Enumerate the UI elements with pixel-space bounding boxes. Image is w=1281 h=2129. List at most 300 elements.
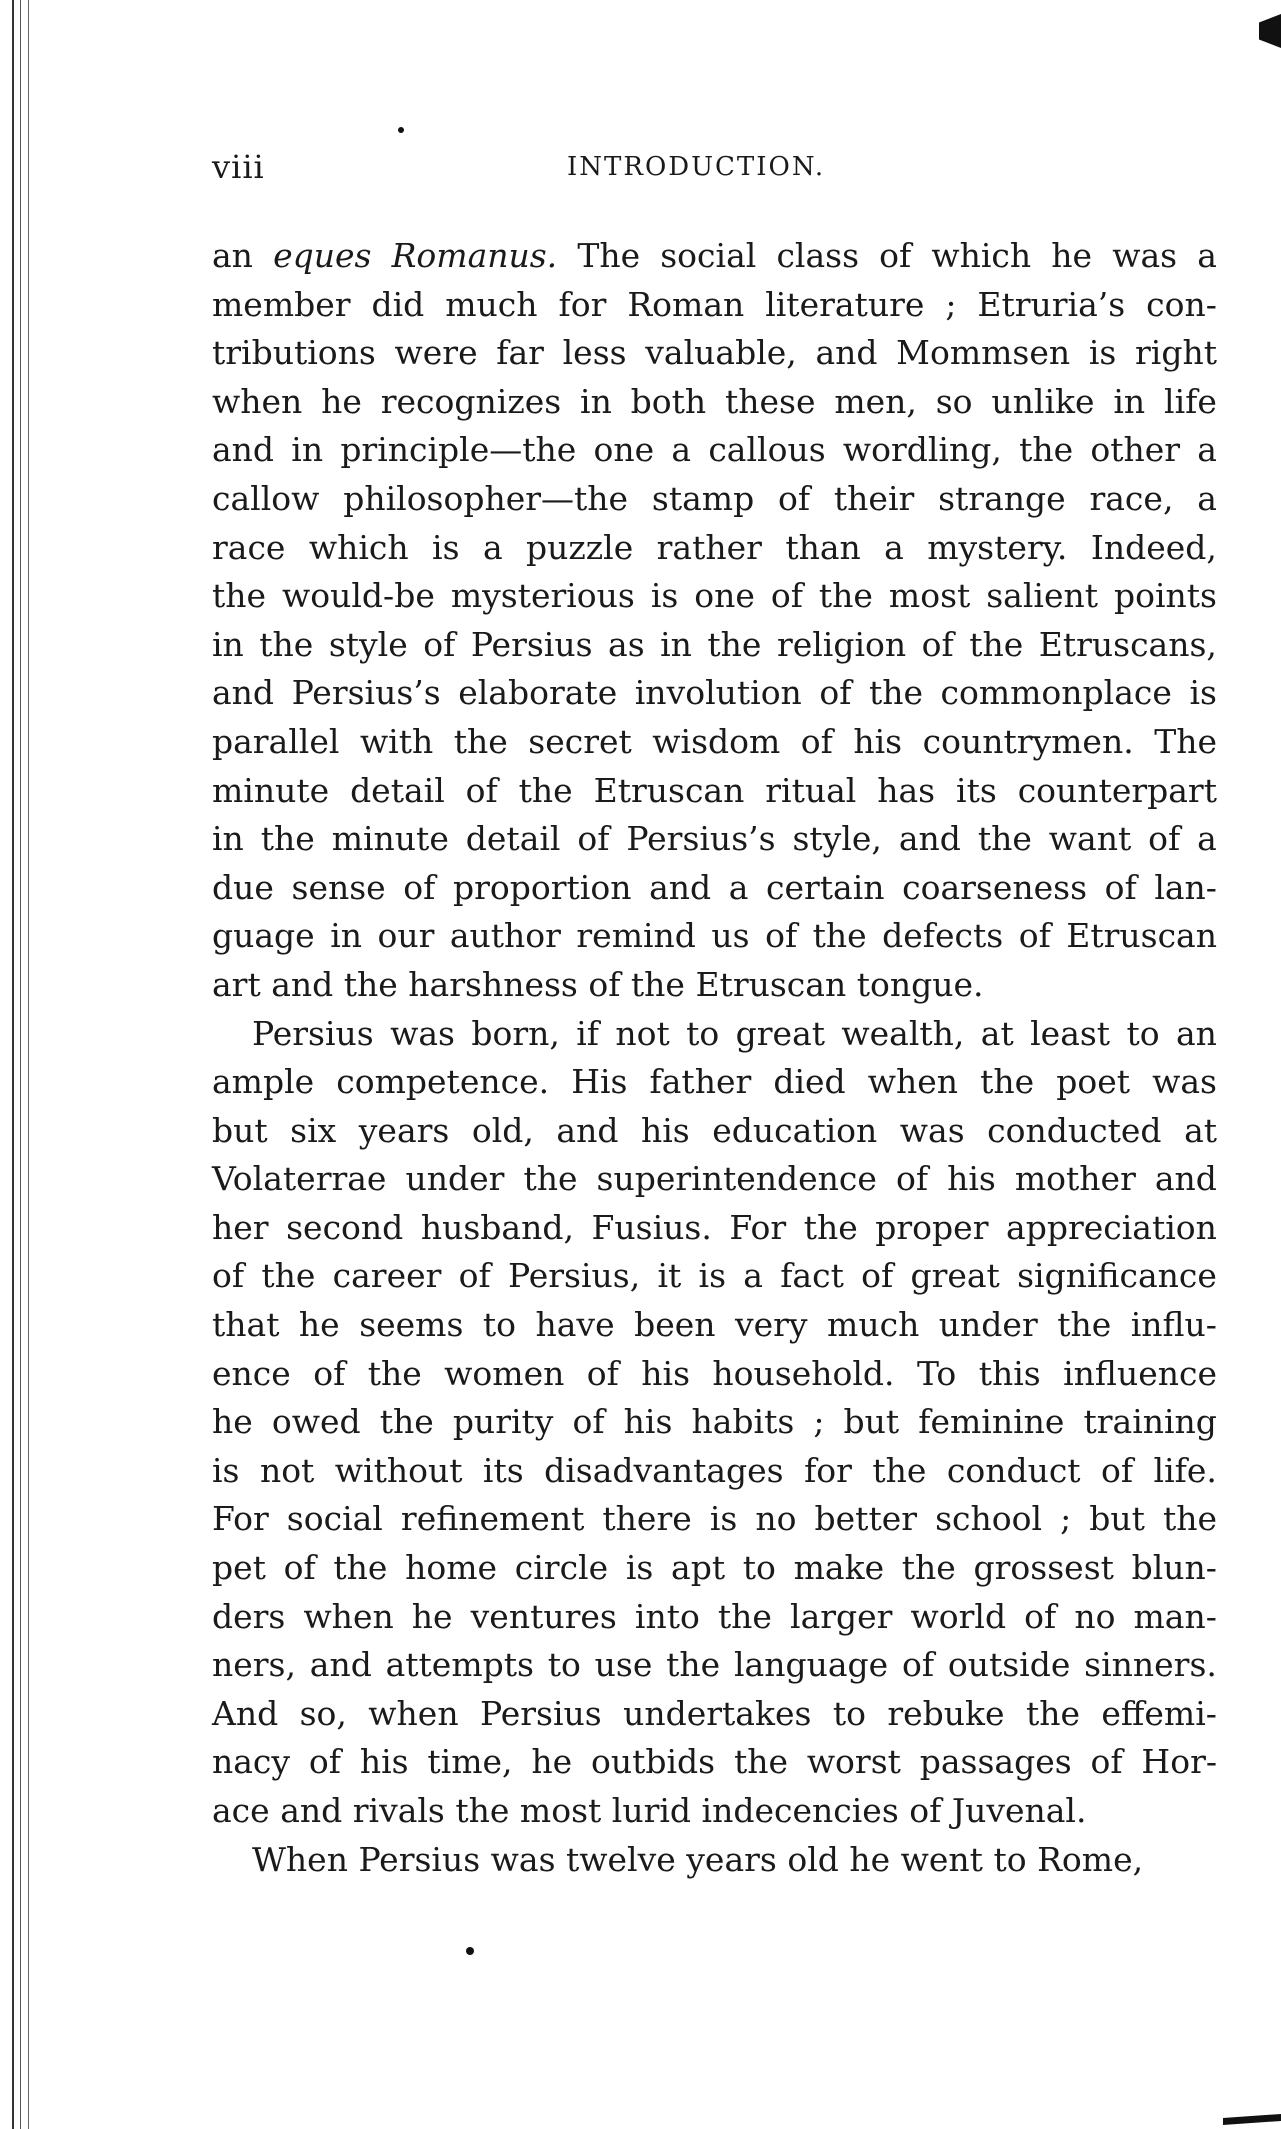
word: a [482,527,503,567]
word: he [212,1402,253,1442]
word: indecencies [701,1791,910,1830]
word: and [212,673,275,713]
word: but [843,1402,900,1442]
word: died [773,1062,846,1102]
word: Juvenal. [951,1791,1087,1830]
word: were [394,333,478,373]
word: member [212,284,351,324]
word: great [910,1256,1000,1296]
word: Roman [627,284,745,324]
word: a [1197,430,1217,470]
word: to [686,1013,720,1053]
word: strange [938,478,1066,518]
word: us [711,916,750,956]
word: most [888,576,971,616]
word: his [641,1353,691,1393]
word: social [660,236,757,275]
word: of [800,721,833,761]
scan-corner-mark [1223,2114,1281,2125]
page-edge-line [20,0,21,2129]
word: ; [945,284,957,324]
word: Etruscan [1066,916,1217,956]
word: The [1154,721,1217,761]
word: of [901,1645,935,1685]
word: great [735,1013,826,1053]
word: men, [834,381,917,421]
word: went [900,1839,994,1879]
word: of [465,770,498,810]
word: the [868,673,923,713]
word: competence. [336,1062,550,1102]
word: their [833,478,915,518]
word: his [623,1402,673,1442]
ink-speck [398,127,404,133]
word: the [969,624,1024,664]
word: social [286,1499,383,1539]
word: seems [359,1305,464,1345]
word: author [449,916,561,956]
word: of [909,1791,952,1830]
word: in [660,624,692,664]
word: right [1134,333,1217,373]
word: secret [528,721,632,761]
word: disadvantages [544,1450,784,1490]
text-line [212,912,1217,961]
text-line [212,1836,1217,1885]
word: His [571,1062,628,1102]
word: there [602,1499,692,1539]
word: wordling, [842,430,1002,470]
word: defects [882,916,1004,956]
word: one [694,576,755,616]
word: the [1025,1693,1081,1733]
word: under [405,1159,505,1199]
word: the [453,721,508,761]
word: when [303,1596,394,1636]
word: second [286,1207,404,1247]
word: the [1162,1499,1217,1539]
running-head [212,148,1222,192]
word: Persius [252,1013,374,1053]
word: father [649,1062,752,1102]
word: lan- [1154,867,1217,907]
word: the [261,1256,316,1296]
word: at [980,1013,1014,1053]
word: of [283,1548,316,1588]
word: to [1126,1013,1160,1053]
word: under [938,1305,1038,1345]
word: which [931,236,1032,275]
word: For [212,1499,269,1539]
word: the [818,576,873,616]
word: been [634,1305,716,1345]
word: the [367,1353,422,1393]
text-line [212,1107,1217,1156]
word: detail [350,770,445,810]
word: mother [1014,1159,1136,1199]
word: which [308,527,409,567]
page-number: viii [212,148,265,186]
word: home [405,1548,498,1588]
word: style, [792,819,882,859]
word: life [1164,381,1217,421]
word: detail [465,819,561,859]
text-line [212,1544,1217,1593]
word: not [615,1013,670,1053]
text-line [212,1495,1217,1544]
word: of [921,624,954,664]
word: principle—the [340,430,577,470]
word: if [576,1013,599,1053]
page-edge-line [12,0,14,2129]
word: the [980,1062,1035,1102]
word: literature [765,284,925,324]
word: Etruscan [593,770,745,810]
word: less [562,333,627,373]
text-line [212,1010,1217,1059]
word: is [212,1450,240,1490]
text-line [212,1155,1217,1204]
word: proportion [452,867,632,907]
text-line [212,572,1217,621]
word: of [1148,819,1181,859]
word: wealth, [841,1013,965,1053]
word: outbids [590,1742,716,1782]
word: old [787,1839,850,1879]
word: education [712,1110,878,1150]
word: ventures [470,1596,617,1636]
word: lurid [611,1791,702,1830]
word: far [496,333,544,373]
word: the [977,819,1032,859]
word: of [778,478,811,518]
word: of [819,673,852,713]
word: husband, [420,1207,574,1247]
word: valuable, [645,333,797,373]
word: ace [212,1791,281,1830]
word: the [518,770,573,810]
word: conduct [946,1450,1081,1490]
word: poet [1056,1062,1131,1102]
word: twelve [566,1839,687,1879]
word: so, [299,1693,347,1733]
text-line [212,281,1217,330]
word: the [1057,1305,1112,1345]
word: of [212,1256,245,1296]
word: tributions [212,333,376,373]
word: mysterious [450,576,635,616]
word: the [333,1548,388,1588]
word: and [271,964,344,1004]
text-line [212,378,1217,427]
word: women [444,1353,565,1393]
word: with [359,721,434,761]
word: of [458,1256,491,1296]
word: puzzle [526,527,634,567]
word: passages [919,1742,1072,1782]
word: points [1113,576,1217,616]
word: undertakes [623,1693,812,1733]
word: Persius’s [291,673,441,713]
word: of [861,1256,894,1296]
word: the [812,916,867,956]
word: training [1083,1402,1217,1442]
word: is [1088,333,1117,373]
word: in [580,381,612,421]
word: The [577,236,641,275]
word: the [901,1548,956,1588]
word: when [212,381,303,421]
word: ence [212,1353,291,1393]
word: he [1051,236,1093,275]
word: years [686,1839,788,1879]
text-line [212,669,1217,718]
word: Persius, [508,1256,641,1296]
word: the [379,1402,434,1442]
word: of [313,1353,346,1393]
word: of [1024,1596,1057,1636]
word: influence [1063,1353,1217,1393]
word: fact [780,1256,844,1296]
word: when [368,1693,459,1733]
word: effemi- [1101,1693,1217,1733]
word: ample [212,1062,315,1102]
word: sense [291,867,386,907]
word: a [743,1256,763,1296]
word: When [252,1839,359,1879]
word: life. [1153,1450,1217,1490]
word: Rome, [1037,1839,1144,1879]
word: the [666,1645,721,1685]
word: countrymen. [922,721,1134,761]
word: involution [634,673,802,713]
word: time, [427,1742,513,1782]
word: his [359,1742,409,1782]
word: the [259,624,314,664]
word: that [212,1305,280,1345]
word: in [212,624,244,664]
word: the [630,964,696,1004]
word: but [212,1110,268,1150]
word: did [371,284,425,324]
text-line [212,1447,1217,1496]
word: of [765,916,798,956]
word: in [330,916,362,956]
word: And [212,1693,279,1733]
text-line [212,621,1217,670]
word: Etruria’s [977,284,1126,324]
word: is [1189,673,1217,713]
word: Persius [470,624,593,664]
text-line [212,1787,1217,1836]
word: feminine [918,1402,1065,1442]
text-line [212,329,1217,378]
word: use [594,1645,653,1685]
word: ders [212,1596,286,1636]
text-line [212,1058,1217,1107]
word: language [733,1645,889,1685]
word: the [343,964,409,1004]
word: was [1152,1062,1217,1102]
word: the [1019,430,1074,470]
word: both [630,381,707,421]
text-line [212,1252,1217,1301]
word: for [804,1450,852,1490]
text-line [212,426,1217,475]
word: the [707,624,762,664]
word: and [280,1791,353,1830]
word: our [377,916,435,956]
word: have [535,1305,615,1345]
word: certain [766,867,885,907]
word: refinement [400,1499,585,1539]
word: to [742,1548,776,1588]
word: these [725,381,816,421]
word: of [423,624,456,664]
word: superintendence [596,1159,877,1199]
word: salient [986,576,1098,616]
word: remind [576,916,696,956]
word: callow [212,478,320,518]
word: and [649,867,712,907]
word: of [308,1742,341,1782]
word: eques [273,236,372,275]
text-line [212,1350,1217,1399]
word: Etruscans, [1038,624,1217,664]
word: a [1197,236,1217,275]
word: callous [708,430,826,470]
text-line [212,232,1217,281]
word: of [577,819,610,859]
word: a [1197,819,1217,859]
word: when [867,1062,959,1102]
word: in [291,430,324,470]
word: the [872,1450,927,1490]
word: is [698,1256,727,1296]
text-line [212,815,1217,864]
word: the [733,1742,788,1782]
word: and [1154,1159,1217,1199]
word: an [1175,1013,1217,1053]
word: for [558,284,607,324]
word: outside [947,1645,1071,1685]
word: make [793,1548,885,1588]
word: due [212,867,274,907]
word: much [445,284,538,324]
word: conducted [987,1110,1162,1150]
word: least [1030,1013,1111,1053]
word: a [1197,478,1217,518]
word: he [411,1596,453,1636]
word: rivals [352,1791,456,1830]
word: unlike [991,381,1095,421]
word: his [947,1159,996,1199]
word: of [895,1159,929,1199]
word: the [260,819,315,859]
word: his [641,1110,690,1150]
word: a [728,867,749,907]
text-line [212,1204,1217,1253]
word: years [358,1110,450,1150]
word: old, [471,1110,534,1150]
word: school [935,1499,1043,1539]
word: con- [1146,284,1217,324]
word: apt [671,1548,726,1588]
page-edge-line [28,0,29,2129]
word: appreciation [1006,1207,1217,1247]
word: Etruscan [695,964,857,1004]
word: is [625,1548,654,1588]
word: Volaterrae [212,1159,387,1199]
word: without [334,1450,463,1490]
word: stamp [651,478,755,518]
word: Persius [479,1693,602,1733]
word: owed [271,1402,361,1442]
word: mystery. [927,527,1068,567]
word: parallel [212,721,340,761]
word: coarseness [902,867,1088,907]
word: of [770,576,803,616]
word: wisdom [652,721,781,761]
word: and [309,1645,372,1685]
word: its [956,770,997,810]
text-line [212,475,1217,524]
word: ; [1060,1499,1072,1539]
word: he [298,1305,340,1345]
word: no [1074,1596,1116,1636]
word: style [328,624,408,664]
word: worst [806,1742,901,1782]
word: a [884,527,904,567]
word: ners, [212,1645,296,1685]
word: significance [1017,1256,1217,1296]
word: and [815,333,878,373]
word: so [935,381,973,421]
word: influ- [1130,1305,1217,1345]
word: his [853,721,903,761]
text-line [212,961,1217,1010]
word: in [1113,381,1146,421]
text-line [212,1593,1217,1642]
word: one [593,430,655,470]
word: much [827,1305,920,1345]
word: to [993,1839,1038,1879]
word: is [709,1499,738,1539]
word: better [814,1499,918,1539]
word: elaborate [458,673,618,713]
word: man- [1133,1596,1217,1636]
word: an [212,236,253,275]
text-line [212,767,1217,816]
word: art [212,964,272,1004]
word: guage [212,916,315,956]
word: of [1101,1450,1134,1490]
word: its [482,1450,524,1490]
word: would-be [282,576,435,616]
word: as [608,624,645,664]
word: was [390,1013,455,1053]
word: household. [712,1353,895,1393]
word: sinners. [1084,1645,1217,1685]
word: to [547,1645,581,1685]
text-line [212,1738,1217,1787]
word: other [1090,430,1181,470]
word: For [729,1207,787,1247]
word: blun- [1131,1548,1217,1588]
word: this [978,1353,1041,1393]
ink-speck [466,1947,474,1955]
word: than [785,527,861,567]
